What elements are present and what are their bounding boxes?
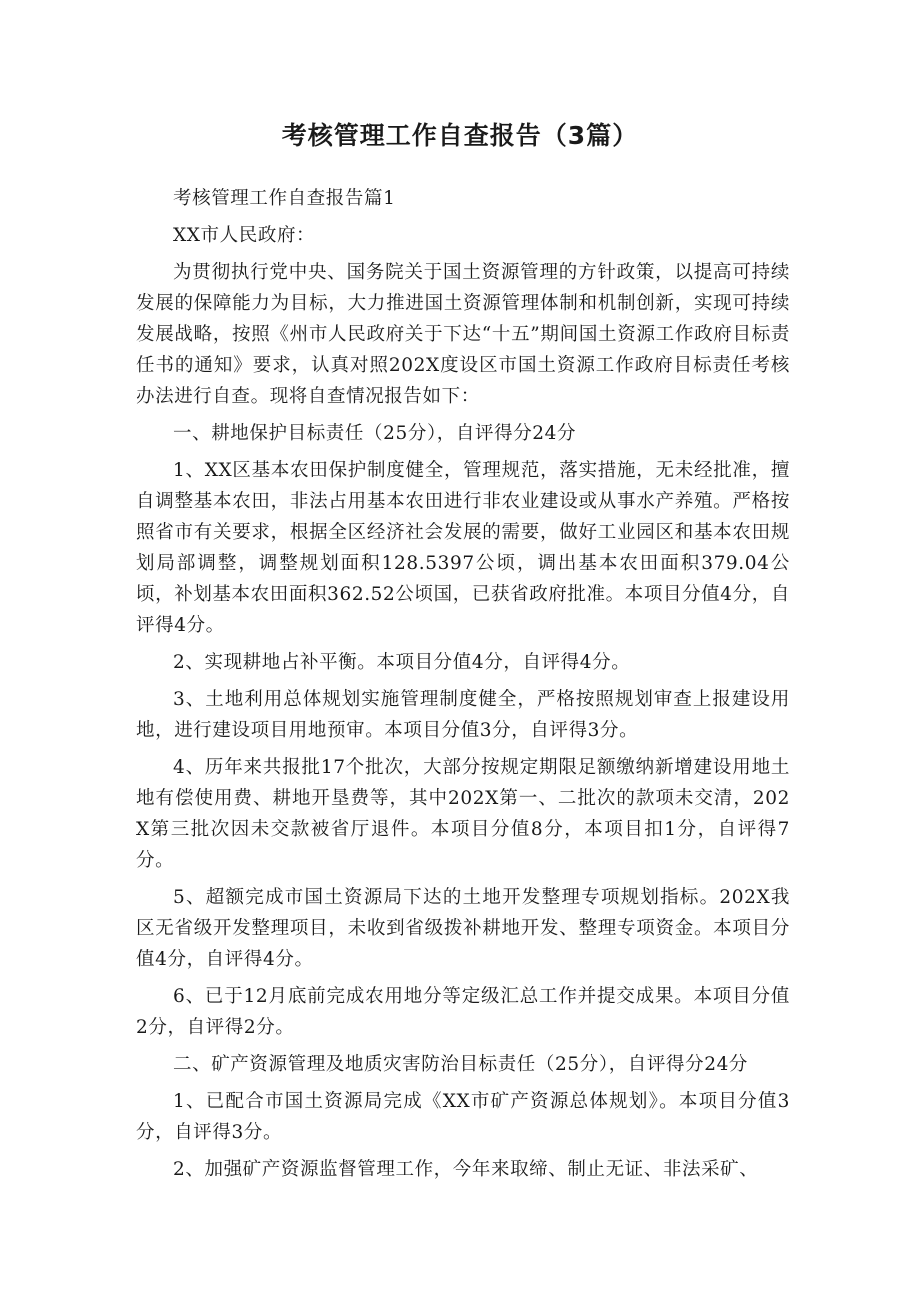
item-paragraph: 5、超额完成市国土资源局下达的土地开发整理专项规划指标。202X我区无省级开发整理项目，未收到省级拨补耕地开发、整理专项资金。本项目分值4分，自评得4分。	[136, 887, 790, 970]
document-body	[136, 183, 790, 1185]
subsection-heading-2: 二、矿产资源管理及地质灾害防治目标责任（25分），自评得分24分	[173, 1054, 749, 1075]
item-paragraph: 3、土地利用总体规划实施管理制度健全，严格按照规划审查上报建设用地，进行建设项目用地预审。本项目分值3分，自评得3分。	[136, 689, 790, 741]
item-paragraph: 1、已配合市国土资源局完成《XX市矿产资源总体规划》。本项目分值3分，自评得3分。	[136, 1091, 790, 1143]
item-paragraph: 6、已于12月底前完成农用地分等定级汇总工作并提交成果。本项目分值2分，自评得2分。	[136, 986, 790, 1038]
item-paragraph: 2、实现耕地占补平衡。本项目分值4分，自评得4分。	[173, 652, 631, 673]
salutation: XX市人民政府：	[173, 225, 316, 246]
subsection-heading-1: 一、耕地保护目标责任（25分），自评得分24分	[173, 423, 577, 444]
document-title: 考核管理工作自查报告（3篇）	[281, 121, 639, 150]
section-heading: 考核管理工作自查报告篇1	[173, 188, 396, 209]
item-paragraph: 2、加强矿产资源监督管理工作，今年来取缔、制止无证、非法采矿、	[173, 1159, 759, 1180]
item-paragraph: 4、历年来共报批17个批次，大部分按规定期限足额缴纳新增建设用地土地有偿使用费、耕地开垦费等，其中202X第一、二批次的款项未交清，202X第三批次因未交款被省厅退件。本项目分值8分，本项目扣1分，自评得7分。	[136, 757, 790, 871]
intro-paragraph: 为贯彻执行党中央、国务院关于国土资源管理的方针政策，以提高可持续发展的保障能力为目标，大力推进国土资源管理体制和机制创新，实现可持续发展战略，按照《州市人民政府关于下达“十五”期间国土资源工作政府目标责任书的通知》要求，认真对照202X度设区市国土资源工作政府目标责任考核办法进行自查。现将自查情况报告如下：	[136, 262, 790, 407]
item-paragraph: 1、XX区基本农田保护制度健全，管理规范，落实措施，无未经批准，擅自调整基本农田，非法占用基本农田进行非农业建设或从事水产养殖。严格按照省市有关要求，根据全区经济社会发展的需要，做好工业园区和基本农田规划局部调整，调整规划面积128.5397公顷，调出基本农田面积379.04公顷，补划基本农田面积362.52公顷国，已获省政府批准。本项目分值4分，自评得4分。	[136, 460, 790, 636]
